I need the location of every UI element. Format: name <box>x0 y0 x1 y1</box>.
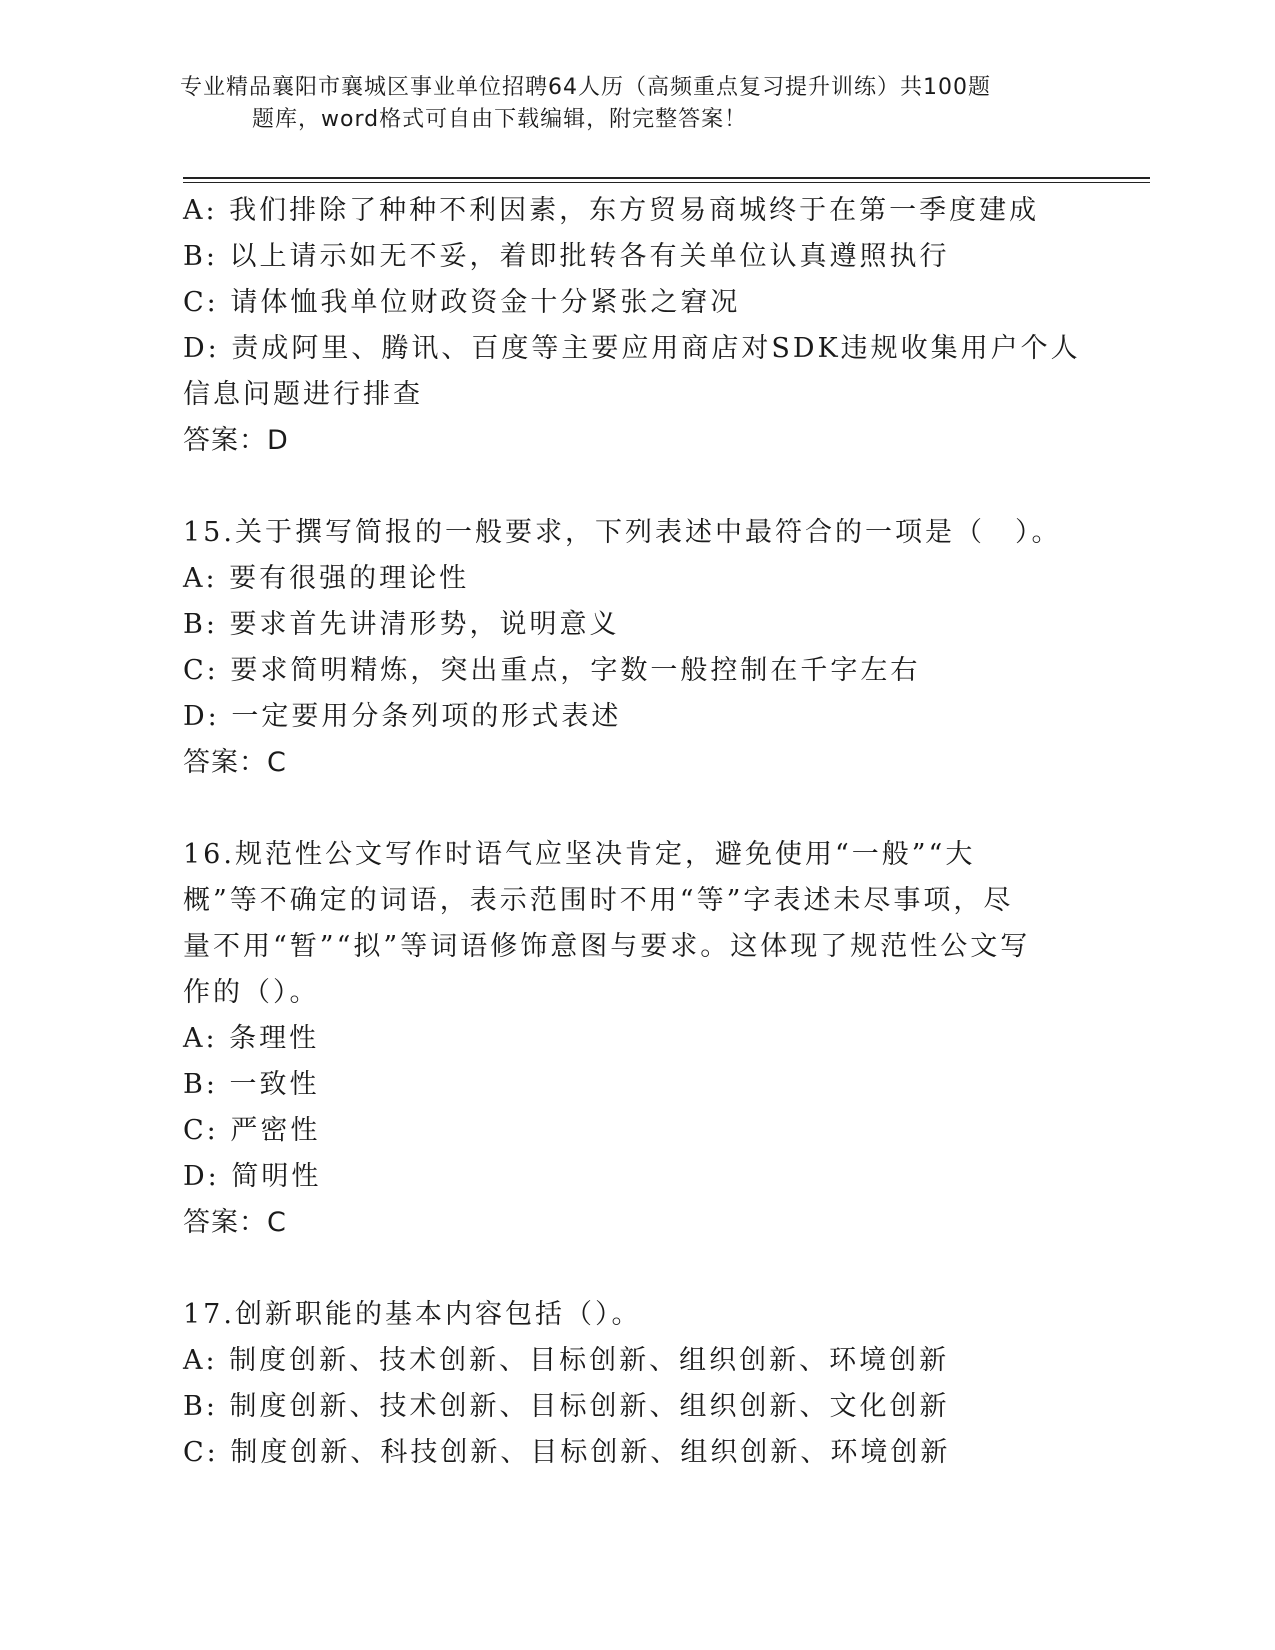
option-b: B: 一致性 <box>183 1069 320 1100</box>
question-block <box>183 832 1083 1246</box>
option-c: C: 严密性 <box>183 1115 321 1146</box>
option-a: A: 要有很强的理论性 <box>183 563 470 594</box>
option-c: C: 制度创新、科技创新、目标创新、组织创新、环境创新 <box>183 1437 951 1468</box>
header-rule-thin <box>183 182 1150 183</box>
option-c: C: 请体恤我单位财政资金十分紧张之窘况 <box>183 287 741 318</box>
question-text: 16.规范性公文写作时语气应坚决肯定，避免使用“一般”“大概”等不确定的词语，表示范围时不用“等”字表述未尽事项，尽量不用“暂”“拟”等词语修饰意图与要求。这体现了规范性公文写作的（）。 <box>183 839 1031 1008</box>
question-text: 17.创新职能的基本内容包括（）。 <box>183 1299 642 1330</box>
question-block <box>183 1292 1083 1476</box>
answer: 答案：D <box>183 425 289 456</box>
option-d: D: 责成阿里、腾讯、百度等主要应用商店对SDK违规收集用户个人信息问题进行排查 <box>183 333 1081 410</box>
document-header <box>180 72 1060 136</box>
spacer <box>183 786 1083 832</box>
document-body <box>183 188 1083 1476</box>
option-d: D: 简明性 <box>183 1161 322 1192</box>
header-title-line2: 题库，word格式可自由下载编辑，附完整答案！ <box>252 107 748 132</box>
spacer <box>183 1246 1083 1292</box>
answer: 答案：C <box>183 1207 287 1238</box>
option-a: A: 制度创新、技术创新、目标创新、组织创新、环境创新 <box>183 1345 950 1376</box>
question-block <box>183 510 1083 786</box>
answer: 答案：C <box>183 747 287 778</box>
header-title-line1: 专业精品襄阳市襄城区事业单位招聘64人历（高频重点复习提升训练）共100题 <box>180 75 991 100</box>
option-b: B: 以上请示如无不妥，着即批转各有关单位认真遵照执行 <box>183 241 950 272</box>
option-b: B: 制度创新、技术创新、目标创新、组织创新、文化创新 <box>183 1391 950 1422</box>
option-a: A: 条理性 <box>183 1023 320 1054</box>
option-b: B: 要求首先讲清形势，说明意义 <box>183 609 620 640</box>
option-d: D: 一定要用分条列项的形式表述 <box>183 701 622 732</box>
question-block <box>183 188 1083 464</box>
option-a: A: 我们排除了种种不利因素，东方贸易商城终于在第一季度建成 <box>183 195 1040 226</box>
spacer <box>183 464 1083 510</box>
option-c: C: 要求简明精炼，突出重点，字数一般控制在千字左右 <box>183 655 921 686</box>
question-text: 15.关于撰写简报的一般要求，下列表述中最符合的一项是（ ）。 <box>183 517 1062 548</box>
header-rule-thick <box>183 177 1150 179</box>
